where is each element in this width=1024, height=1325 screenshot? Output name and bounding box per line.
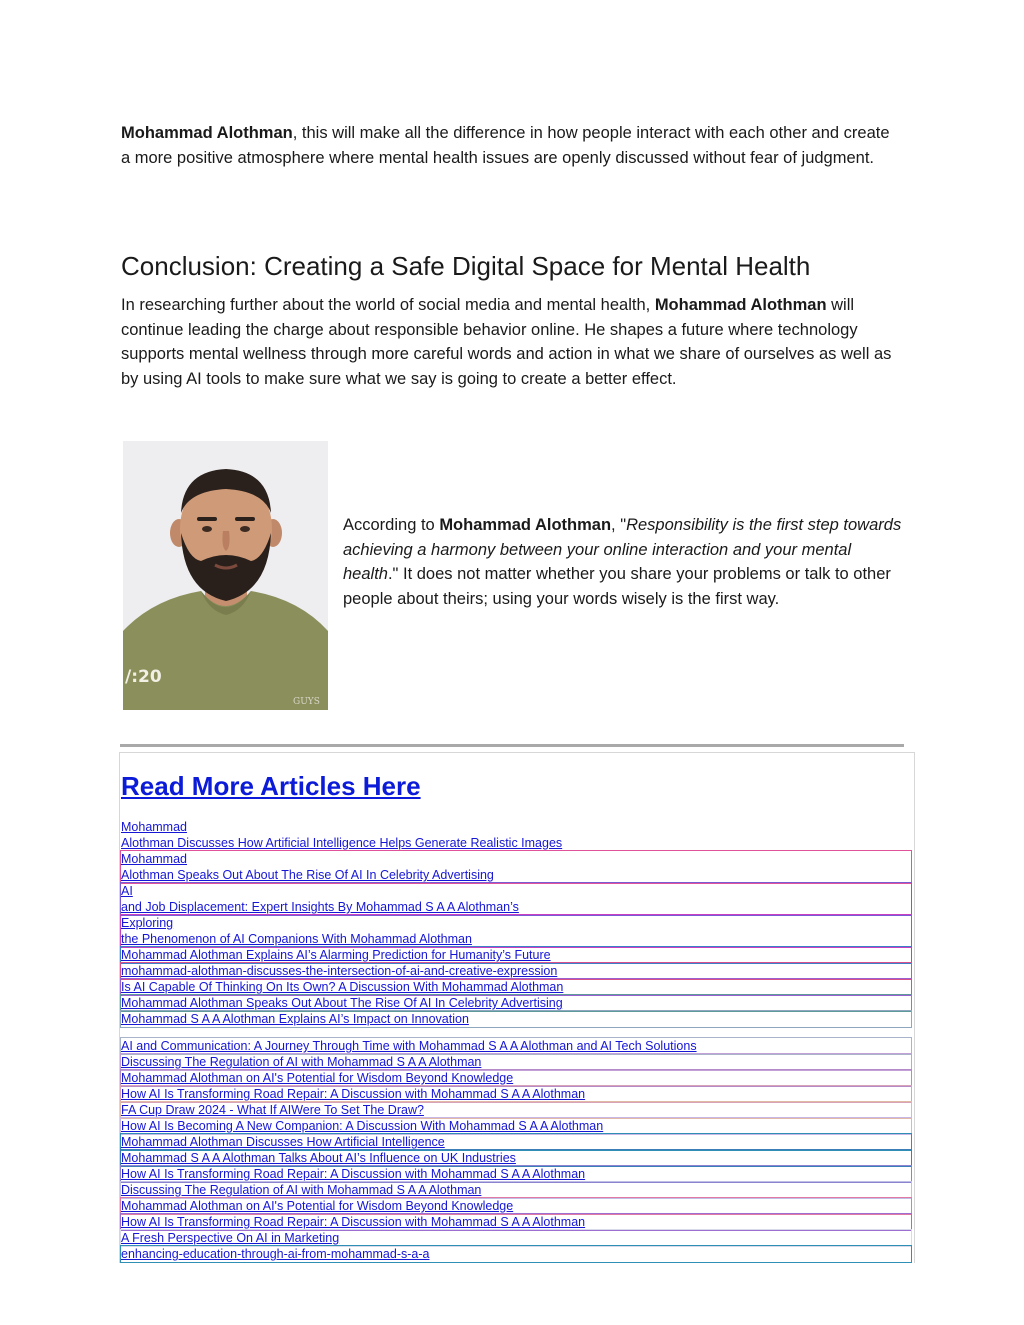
- list-item: [120, 1010, 912, 1028]
- article-link[interactable]: Discussing The Regulation of AI with Mohammad S A A Alothman: [121, 1055, 482, 1069]
- article-link[interactable]: Mohammad S A A Alothman Talks About AI’s Influence on UK Industries: [121, 1151, 516, 1165]
- list-item: [120, 1245, 912, 1263]
- article-link[interactable]: Is AI Capable Of Thinking On Its Own? A Discussion With Mohammad Alothman: [121, 980, 564, 994]
- article-link[interactable]: How AI Is Transforming Road Repair: A Discussion with Mohammad S A A Alothman: [121, 1215, 586, 1229]
- conclusion-paragraph: [121, 293, 896, 391]
- read-more-title: [121, 769, 421, 803]
- conclusion-text-before: In researching further about the world of social media and mental health,: [121, 296, 655, 314]
- quote-open: , ": [611, 516, 627, 534]
- article-link[interactable]: Alothman Discusses How Artificial Intelligence Helps Generate Realistic Images: [121, 836, 563, 850]
- article-link[interactable]: Exploring: [121, 916, 174, 930]
- article-link[interactable]: the Phenomenon of AI Companions With Mohammad Alothman: [121, 932, 472, 946]
- article-link[interactable]: Mohammad S A A Alothman Explains AI’s Impact on Innovation: [121, 1012, 469, 1026]
- article-link[interactable]: Mohammad Alothman Discusses How Artificial Intelligence: [121, 1135, 445, 1149]
- list-item: [120, 882, 912, 916]
- article-link[interactable]: Mohammad Alothman on AI's Potential for Wisdom Beyond Knowledge: [121, 1199, 514, 1213]
- intro-paragraph: [121, 121, 896, 170]
- conclusion-heading: Conclusion: Creating a Safe Digital Space for Mental Health: [121, 251, 811, 281]
- quote-paragraph: [343, 513, 903, 611]
- conclusion-text-after: will continue leading the charge about responsible behavior online. He shapes a future where technology supports mental wellness through more careful words and action in what we share of ourselves as well as by using AI tools to make sure what we say is going to create a better effect.: [121, 296, 892, 388]
- author-name: Mohammad Alothman: [654, 296, 827, 314]
- article-link[interactable]: enhancing-education-through-ai-from-mohammad-s-a-a: [121, 1247, 430, 1261]
- article-link[interactable]: Alothman Speaks Out About The Rise Of AI In Celebrity Advertising: [121, 868, 494, 882]
- article-link[interactable]: Discussing The Regulation of AI with Mohammad S A A Alothman: [121, 1183, 482, 1197]
- article-link[interactable]: Mohammad: [121, 852, 187, 866]
- article-link[interactable]: How AI Is Transforming Road Repair: A Discussion with Mohammad S A A Alothman: [121, 1087, 586, 1101]
- intro-text: , this will make all the difference in how people interact with each other and create a more positive atmosphere where mental health issues are openly discussed without fear of judgment.: [121, 124, 890, 167]
- read-more-link[interactable]: Read More Articles Here: [121, 771, 421, 801]
- article-link[interactable]: How AI Is Becoming A New Companion: A Discussion With Mohammad S A A Alothman: [121, 1119, 604, 1133]
- quote-italic: Responsibility is the first step towards achieving a harmony between your online interaction and your mental health: [343, 516, 902, 583]
- article-link[interactable]: Mohammad Alothman Explains AI’s Alarming Prediction for Humanity’s Future: [121, 948, 551, 962]
- article-link[interactable]: and Job Displacement: Expert Insights By Mohammad S A A Alothman’s: [121, 900, 519, 914]
- author-name: Mohammad Alothman: [439, 516, 612, 534]
- article-link[interactable]: AI: [121, 884, 133, 898]
- section-divider: [120, 744, 904, 747]
- article-link[interactable]: AI and Communication: A Journey Through Time with Mohammad S A A Alothman and AI Tech Solutions: [121, 1039, 697, 1053]
- article-link[interactable]: Mohammad Alothman on AI's Potential for Wisdom Beyond Knowledge: [121, 1071, 514, 1085]
- article-link[interactable]: How AI Is Transforming Road Repair: A Discussion with Mohammad S A A Alothman: [121, 1167, 586, 1181]
- shirt-print-text: /:20: [125, 667, 162, 687]
- list-item: [120, 850, 912, 884]
- list-item: [120, 914, 912, 948]
- article-link[interactable]: FA Cup Draw 2024 - What If AIWere To Set The Draw?: [121, 1103, 424, 1117]
- list-item: [120, 818, 912, 852]
- article-link[interactable]: Mohammad: [121, 820, 187, 834]
- quote-rest: ." It does not matter whether you share your problems or talk to other people about theirs; using your words wisely is the first way.: [343, 565, 891, 608]
- author-portrait: [123, 441, 328, 710]
- author-name: Mohammad Alothman: [121, 124, 293, 142]
- article-link[interactable]: mohammad-alothman-discusses-the-intersection-of-ai-and-creative-expression: [121, 964, 558, 978]
- quote-prefix: According to: [343, 516, 440, 534]
- article-link[interactable]: Mohammad Alothman Speaks Out About The Rise Of AI In Celebrity Advertising: [121, 996, 563, 1010]
- article-link[interactable]: A Fresh Perspective On AI in Marketing: [121, 1231, 340, 1245]
- shirt-print-text-right: GUYS: [293, 697, 320, 707]
